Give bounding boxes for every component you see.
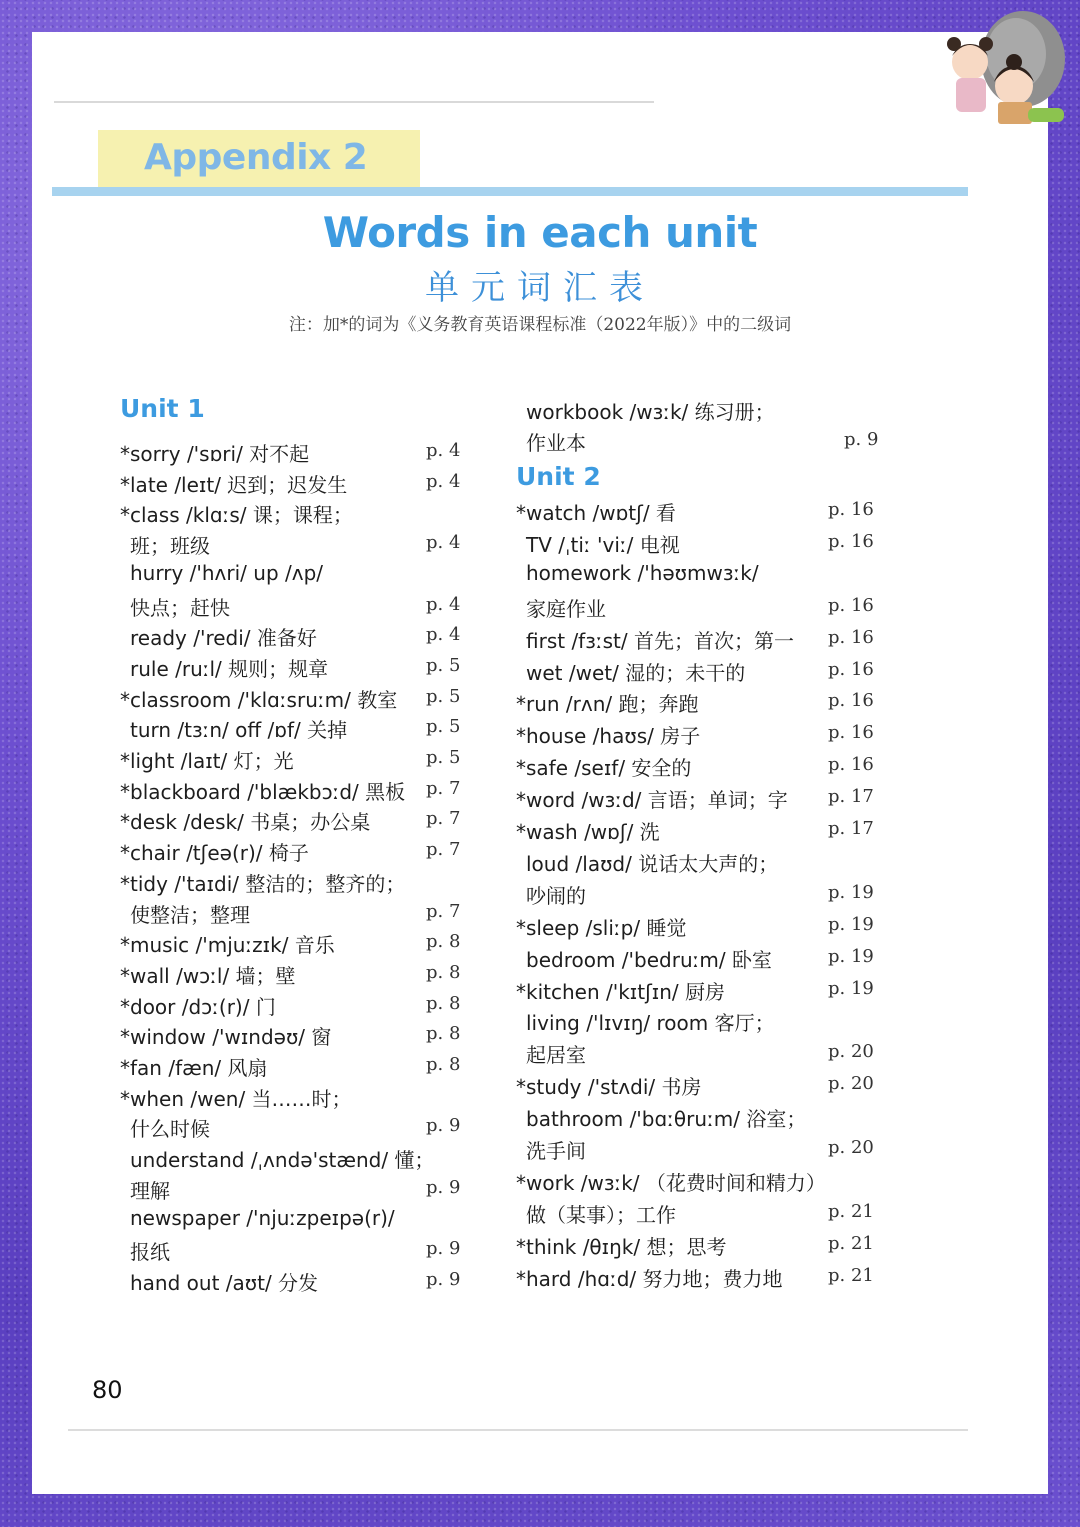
vocab-line: turn /tɜːn/ off /ɒf/ 关掉 <box>130 718 348 743</box>
vocab-line: 理解 <box>130 1178 170 1203</box>
vocab-line: *music /'mjuːzɪk/ 音乐 <box>120 933 335 958</box>
vocab-line: *window /'wɪndəʊ/ 窗 <box>120 1025 332 1050</box>
page-reference: p. 7 <box>426 808 461 830</box>
page-title-chinese: 单元词汇表 <box>425 268 655 308</box>
page-reference: p. 5 <box>426 716 461 738</box>
vocab-line: 洗手间 <box>526 1139 586 1163</box>
page-reference: p. 8 <box>426 1054 461 1075</box>
page-sheet <box>32 32 1048 1494</box>
page-reference: p. 5 <box>426 685 461 707</box>
page-reference: p. 8 <box>426 931 461 953</box>
vocab-line: 班；班级 <box>130 534 210 559</box>
header-rule <box>52 187 968 196</box>
vocab-line: *sorry /'sɒri/ 对不起 <box>120 442 310 466</box>
vocab-line: 快点；赶快 <box>130 595 230 620</box>
page-reference: p. 19 <box>828 945 874 967</box>
vocab-line: *run /rʌn/ 跑；奔跑 <box>516 692 699 717</box>
vocab-line: TV /ˌtiː 'viː/ 电视 <box>526 532 680 557</box>
vocab-line: *wall /wɔːl/ 墙；壁 <box>120 963 296 988</box>
vocab-line: 起居室 <box>526 1043 586 1068</box>
page-reference: p. 9 <box>426 1238 461 1260</box>
page-reference: p. 7 <box>426 777 461 799</box>
page-reference: p. 4 <box>426 593 461 615</box>
vocab-line: rule /ruːl/ 规则；规章 <box>130 656 329 681</box>
page-reference: p. 7 <box>426 839 461 861</box>
vocab-line: *when /wen/ 当……时； <box>120 1086 352 1111</box>
page-reference: p. 20 <box>828 1137 874 1158</box>
vocab-line: bedroom /'bedruːm/ 卧室 <box>526 947 772 972</box>
unit-heading: Unit 1 <box>120 394 205 423</box>
reading-kids-illustration <box>928 4 1068 134</box>
page-reference: p. 4 <box>426 624 461 646</box>
unit-heading: Unit 2 <box>516 462 601 491</box>
vocab-line: *chair /tʃeə(r)/ 椅子 <box>120 841 309 866</box>
vocab-line: *watch /wɒtʃ/ 看 <box>516 501 676 525</box>
page-reference: p. 16 <box>828 722 874 744</box>
page-reference: p. 20 <box>828 1073 874 1095</box>
vocab-line: *light /laɪt/ 灯；光 <box>120 749 294 773</box>
vocab-line: hurry /'hʌri/ up /ʌp/ <box>130 560 323 585</box>
page-reference: p. 7 <box>426 900 461 922</box>
page-reference: p. 21 <box>828 1200 874 1222</box>
page-reference: p. 16 <box>828 658 874 680</box>
vocab-line: *work /wɜːk/ （花费时间和精力） <box>516 1170 826 1195</box>
page-reference: p. 9 <box>426 1115 461 1137</box>
page-reference: p. 16 <box>828 690 874 712</box>
page-reference: p. 16 <box>828 626 874 648</box>
note-text: 注：加*的词为《义务教育英语课程标准（2022年版）》中的二级词 <box>288 315 792 335</box>
page-reference: p. 17 <box>828 818 874 839</box>
vocab-line: wet /wet/ 湿的；未干的 <box>526 660 746 685</box>
page-reference: p. 16 <box>828 754 874 776</box>
vocab-line: *tidy /'taɪdi/ 整洁的；整齐的； <box>120 871 406 896</box>
page-reference: p. 21 <box>828 1232 874 1254</box>
page-title: Words in each unit <box>322 208 758 257</box>
bottom-rule <box>68 1429 968 1431</box>
page-reference: p. 17 <box>828 786 874 808</box>
vocab-line: *word /wɜːd/ 言语；单词；字 <box>516 788 788 813</box>
vocab-line: 什么时候 <box>130 1117 210 1142</box>
page-reference: p. 21 <box>828 1264 874 1286</box>
page-reference: p. 4 <box>426 470 461 492</box>
vocab-line: understand /ˌʌndə'stænd/ 懂； <box>130 1148 435 1173</box>
page-reference: p. 19 <box>828 913 874 935</box>
vocab-line: *classroom /'klɑːsruːm/ 教室 <box>120 687 398 712</box>
vocab-line: *study /'stʌdi/ 书房 <box>516 1075 702 1100</box>
vocab-line: *safe /seɪf/ 安全的 <box>516 756 692 781</box>
vocab-line: hand out /aʊt/ 分发 <box>130 1270 319 1295</box>
page-reference: p. 16 <box>828 594 874 616</box>
vocab-line: *late /leɪt/ 迟到；迟发生 <box>120 472 348 497</box>
page-reference: p. 16 <box>828 499 874 520</box>
page-reference: p. 9 <box>426 1176 461 1198</box>
vocab-line: living /'lɪvɪŋ/ room 客厅； <box>526 1011 775 1036</box>
page-reference: p. 4 <box>426 440 461 461</box>
vocab-line: ready /'redi/ 准备好 <box>130 626 317 651</box>
top-rule <box>54 101 654 103</box>
page-reference: p. 8 <box>426 1023 461 1045</box>
page-reference: p. 9 <box>426 1268 461 1290</box>
vocab-line: 做（某事）；工作 <box>526 1202 676 1227</box>
page-reference: p. 5 <box>426 747 461 768</box>
vocab-line: *fan /fæn/ 风扇 <box>120 1056 268 1080</box>
vocab-line: *think /θɪŋk/ 想；思考 <box>516 1234 727 1259</box>
page-reference: p. 20 <box>828 1041 874 1063</box>
vocab-line: *hard /hɑːd/ 努力地；费力地 <box>516 1266 783 1291</box>
vocab-line: *blackboard /'blækbɔːd/ 黑板 <box>120 779 406 804</box>
vocab-line: *kitchen /'kɪtʃɪn/ 厨房 <box>516 979 726 1004</box>
page-reference: p. 19 <box>828 977 874 999</box>
vocab-line: 家庭作业 <box>526 596 606 621</box>
page-reference: p. 16 <box>828 530 874 552</box>
page-reference: p. 9 <box>844 429 879 450</box>
vocab-line: bathroom /'bɑːθruːm/ 浴室； <box>526 1107 807 1132</box>
vocab-line: *sleep /sliːp/ 睡觉 <box>516 915 687 940</box>
vocab-line: *door /dɔː(r)/ 门 <box>120 994 276 1019</box>
page-reference: p. 19 <box>828 881 874 903</box>
vocab-line: newspaper /'njuːzpeɪpə(r)/ <box>130 1205 395 1230</box>
vocab-line: 报纸 <box>130 1240 170 1265</box>
vocab-line: loud /laʊd/ 说话太大声的； <box>526 851 779 876</box>
vocab-line: workbook /wɜːk/ 练习册； <box>526 400 775 424</box>
vocab-line: first /fɜːst/ 首先；首次；第一 <box>526 628 794 653</box>
page-reference: p. 5 <box>426 654 461 676</box>
vocab-line: *class /klɑːs/ 课；课程； <box>120 503 353 528</box>
vocab-line: 使整洁；整理 <box>130 902 250 927</box>
vocab-line: 吵闹的 <box>526 883 586 908</box>
appendix-label: Appendix 2 <box>144 137 368 178</box>
vocab-line: 作业本 <box>526 431 586 455</box>
page-reference: p. 8 <box>426 992 461 1014</box>
vocab-line: homework /'həʊmwɜːk/ <box>526 560 759 585</box>
page-reference: p. 8 <box>426 961 461 983</box>
page-number: 80 <box>92 1376 123 1404</box>
vocab-line: *wash /wɒʃ/ 洗 <box>516 820 660 844</box>
vocab-line: *desk /desk/ 书桌；办公桌 <box>120 810 371 835</box>
page-reference: p. 4 <box>426 532 461 554</box>
vocab-line: *house /haʊs/ 房子 <box>516 724 701 749</box>
